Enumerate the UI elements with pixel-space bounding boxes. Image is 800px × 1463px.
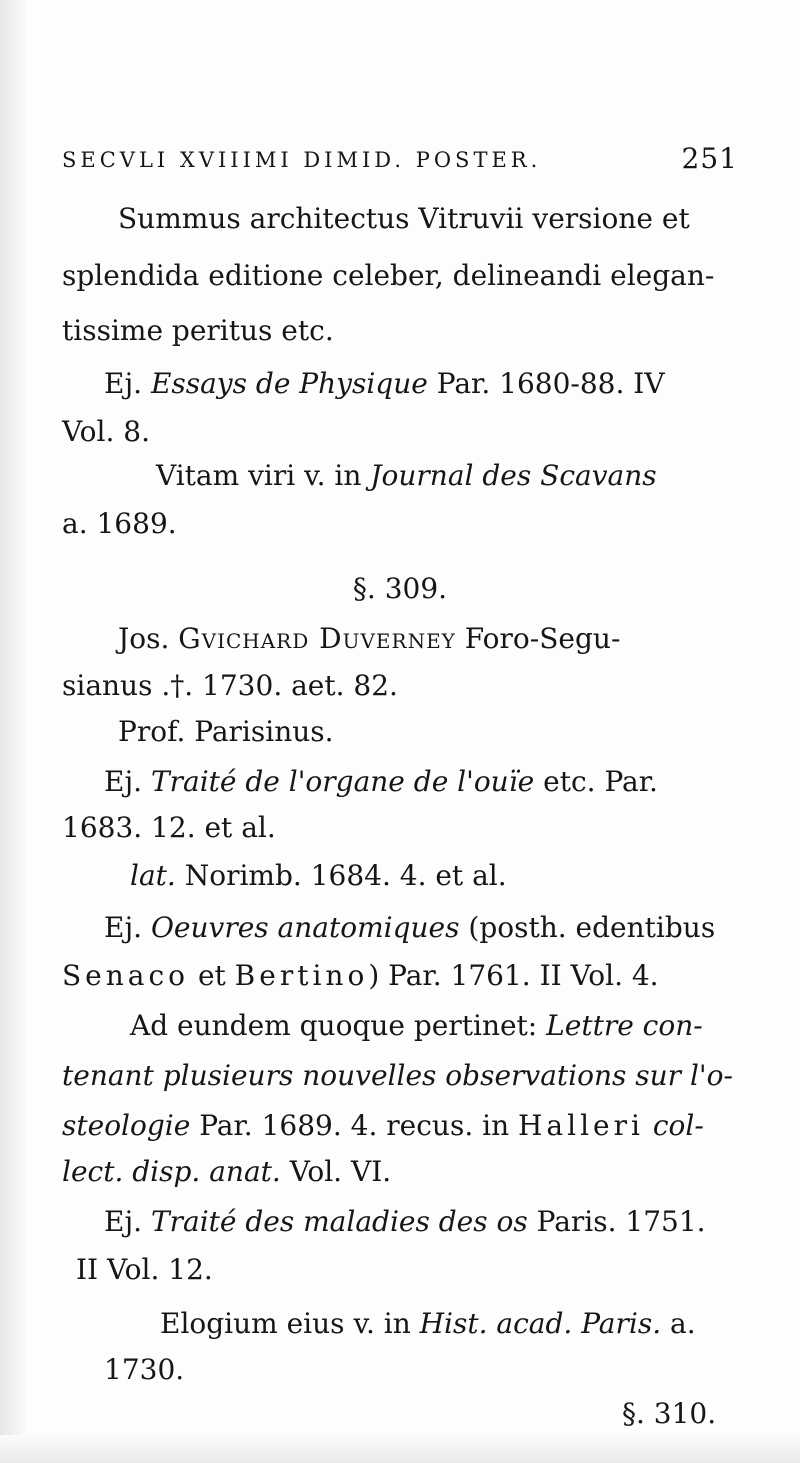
text-line: tenant plusieurs nouvelles observations sur l'o-: [62, 1059, 733, 1092]
text-line: Summus architectus Vitruvii versione et: [118, 202, 690, 235]
text-line: Ej. Oeuvres anatomiques (posth. edentibus: [104, 911, 716, 944]
text-line: Vol. 8.: [62, 415, 150, 448]
text-line: Ej. Traité des maladies des os Paris. 1751.: [104, 1205, 706, 1238]
text-line: II Vol. 12.: [76, 1253, 213, 1286]
page-gutter-shadow: [0, 0, 26, 1463]
text-line: lat. Norimb. 1684. 4. et al.: [130, 859, 507, 892]
text-line: lect. disp. anat. Vol. VI.: [62, 1155, 392, 1188]
text-line: Ej. Essays de Physique Par. 1680-88. IV: [104, 367, 665, 400]
text-line: Jos. Gvichard Duverney Foro-Segu-: [118, 622, 621, 655]
text-line: Elogium eius v. in Hist. acad. Paris. a.: [160, 1307, 696, 1340]
running-head-text: SECVLI XVIIIMI DIMID. POSTER.: [62, 148, 542, 172]
text-line: Vitam viri v. in Journal des Scavans: [156, 459, 657, 492]
text-line: steologie Par. 1689. 4. recus. in Halleri col-: [62, 1109, 704, 1142]
catchword: §. 310.: [622, 1397, 717, 1430]
text-line: Ad eundem quoque pertinet: Lettre con-: [130, 1009, 703, 1042]
text-line: Senaco et Bertino) Par. 1761. II Vol. 4.: [62, 959, 659, 992]
text-line: tissime peritus etc.: [62, 314, 334, 347]
text-line: sianus .†. 1730. aet. 82.: [62, 669, 398, 702]
text-line: 1683. 12. et al.: [62, 811, 276, 844]
text-line: 1730.: [104, 1353, 185, 1386]
page-number: 251: [681, 142, 738, 175]
text-line: Ej. Traité de l'organe de l'ouïe etc. Par.: [104, 765, 658, 798]
running-header: [62, 142, 742, 175]
section-heading: §. 309.: [352, 572, 448, 605]
text-line: a. 1689.: [62, 507, 177, 540]
text-line: splendida editione celeber, delineandi elegan-: [62, 259, 715, 292]
page-bottom-shadow: [0, 1435, 800, 1463]
text-line: Prof. Parisinus.: [118, 715, 334, 748]
